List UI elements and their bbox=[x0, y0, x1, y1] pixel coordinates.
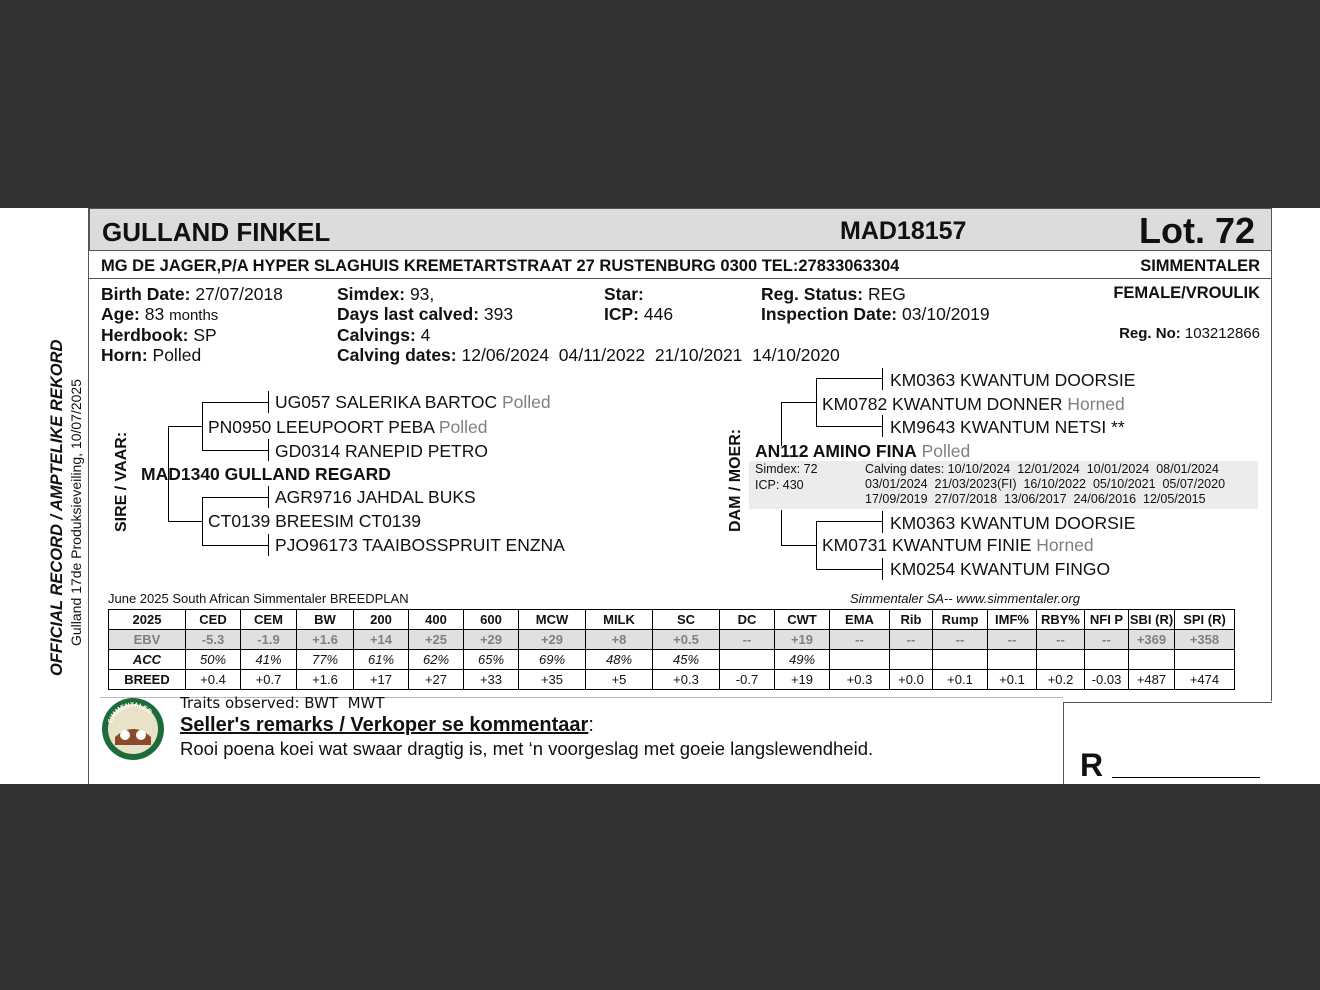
dam-dam: KM0731 KWANTUM FINIE Horned bbox=[822, 535, 1094, 555]
breed-cell: +487 bbox=[1129, 670, 1175, 690]
columns-cell: MILK bbox=[586, 610, 653, 630]
sellers-remarks-heading: Seller's remarks / Verkoper se kommentaar: bbox=[180, 714, 594, 736]
breed-cell: +33 bbox=[464, 670, 519, 690]
breed-cell: +5 bbox=[586, 670, 653, 690]
card-header bbox=[89, 208, 1272, 251]
price-line[interactable] bbox=[1112, 777, 1260, 778]
columns-cell: Rib bbox=[890, 610, 933, 630]
breed-cell: +0.1 bbox=[988, 670, 1037, 690]
columns-cell: Rump bbox=[933, 610, 988, 630]
birth-date: Birth Date: 27/07/2018 bbox=[101, 284, 283, 304]
owner-line: MG DE JAGER,P/A HYPER SLAGHUIS KREMETARTSTRAAT 27 RUSTENBURG 0300 TEL:27833063304 bbox=[101, 257, 900, 275]
columns-cell: MCW bbox=[519, 610, 586, 630]
sire-sire-sire: UG057 SALERIKA BARTOC Polled bbox=[275, 392, 551, 412]
inspection-date: Inspection Date: 03/10/2019 bbox=[761, 304, 990, 324]
breed-cell: +17 bbox=[354, 670, 409, 690]
columns-cell: IMF% bbox=[988, 610, 1037, 630]
animal-name: GULLAND FINKEL bbox=[102, 217, 331, 247]
breed-cell: +0.4 bbox=[186, 670, 241, 690]
breed-cell: -0.7 bbox=[720, 670, 775, 690]
dam-dam-sire: KM0363 KWANTUM DOORSIE bbox=[890, 513, 1136, 533]
breed-cell: -0.03 bbox=[1085, 670, 1129, 690]
columns-cell: CED bbox=[186, 610, 241, 630]
lot-card bbox=[0, 208, 1320, 784]
simdex: Simdex: 93, bbox=[337, 284, 435, 304]
columns-cell: EMA bbox=[830, 610, 890, 630]
breed-cell: +1.6 bbox=[297, 670, 354, 690]
dam-dam-dam: KM0254 KWANTUM FINGO bbox=[890, 559, 1111, 579]
acc-cell: 65% bbox=[464, 650, 519, 670]
breed-cell: +0.3 bbox=[653, 670, 720, 690]
dam-calving-dates-2: 03/01/2024 21/03/2023(FI) 16/10/2022 05/10/2021 05/07/2020 bbox=[865, 477, 1226, 491]
ebv-cell: -1.9 bbox=[241, 630, 297, 650]
acc-cell: 69% bbox=[519, 650, 586, 670]
breed-cell: +0.2 bbox=[1037, 670, 1085, 690]
acc-cell: 49% bbox=[775, 650, 830, 670]
columns-cell: BW bbox=[297, 610, 354, 630]
breed-cell: +0.0 bbox=[890, 670, 933, 690]
columns-cell: 600 bbox=[464, 610, 519, 630]
breed-cell: +474 bbox=[1175, 670, 1235, 690]
breed-cell: +0.3 bbox=[830, 670, 890, 690]
sire-name: MAD1340 GULLAND REGARD bbox=[141, 464, 391, 484]
ebv-cell: -- bbox=[933, 630, 988, 650]
acc-cell bbox=[720, 650, 775, 670]
owner-bar bbox=[89, 251, 1272, 279]
columns-cell: NFI P bbox=[1085, 610, 1129, 630]
acc-cell: ACC bbox=[109, 650, 186, 670]
ebv-cell: +358 bbox=[1175, 630, 1235, 650]
sire-dam-sire: AGR9716 JAHDAL BUKS bbox=[275, 487, 476, 507]
ebv-cell: +1.6 bbox=[297, 630, 354, 650]
ebv-cell: +19 bbox=[775, 630, 830, 650]
columns-cell: CWT bbox=[775, 610, 830, 630]
acc-cell: 62% bbox=[409, 650, 464, 670]
ebv-cell: -- bbox=[988, 630, 1037, 650]
acc-cell: 48% bbox=[586, 650, 653, 670]
breed-cell: +0.1 bbox=[933, 670, 988, 690]
columns-cell: CEM bbox=[241, 610, 297, 630]
ebv-cell: -- bbox=[1037, 630, 1085, 650]
breed-cell: +19 bbox=[775, 670, 830, 690]
card-border-right bbox=[1271, 208, 1272, 701]
reg-status: Reg. Status: REG bbox=[761, 284, 906, 304]
acc-cell: 61% bbox=[354, 650, 409, 670]
dam-calving-dates-1: Calving dates: 10/10/2024 12/01/2024 10/01/2024 08/01/2024 bbox=[865, 462, 1219, 476]
breed-cell: +35 bbox=[519, 670, 586, 690]
sire-sire: PN0950 LEEUPOORT PEBA Polled bbox=[208, 417, 488, 437]
herdbook: Herdbook: SP bbox=[101, 325, 217, 345]
acc-cell bbox=[890, 650, 933, 670]
acc-cell bbox=[988, 650, 1037, 670]
star: Star: bbox=[604, 284, 644, 304]
breedplan-table bbox=[108, 609, 1235, 690]
calving-dates: Calving dates: 12/06/2024 04/11/2022 21/10/2021 14/10/2020 bbox=[337, 345, 840, 365]
dam-name: AN112 AMINO FINA Polled bbox=[755, 441, 971, 461]
acc-cell bbox=[1129, 650, 1175, 670]
traits-observed: Traits observed: BWT MWT bbox=[180, 694, 385, 712]
simmentaler-logo bbox=[101, 697, 165, 761]
acc-cell: 41% bbox=[241, 650, 297, 670]
acc-cell bbox=[830, 650, 890, 670]
dam-simdex: Simdex: 72 bbox=[755, 462, 818, 476]
official-record-label: OFFICIAL RECORD / AMPTELIKE REKORD bbox=[48, 339, 66, 676]
columns-cell: SPI (R) bbox=[1175, 610, 1235, 630]
sire-sire-dam: GD0314 RANEPID PETRO bbox=[275, 441, 488, 461]
sire-dam: CT0139 BREESIM CT0139 bbox=[208, 511, 422, 531]
ebv-cell: -- bbox=[830, 630, 890, 650]
ebv-cell: -- bbox=[890, 630, 933, 650]
dam-sire-sire: KM0363 KWANTUM DOORSIE bbox=[890, 370, 1136, 390]
icp: ICP: 446 bbox=[604, 304, 674, 324]
ebv-cell: +369 bbox=[1129, 630, 1175, 650]
columns-cell: 2025 bbox=[109, 610, 186, 630]
acc-cell: 45% bbox=[653, 650, 720, 670]
breedplan-source: Simmentaler SA-- www.simmentaler.org bbox=[850, 591, 1080, 606]
dam-icp: ICP: 430 bbox=[755, 478, 804, 492]
reg-number: Reg. No: 103212866 bbox=[1119, 325, 1260, 342]
sale-label: Gulland 17de Produksieveiling, 10/07/2025 bbox=[68, 379, 84, 646]
acc-cell bbox=[1085, 650, 1129, 670]
ebv-cell: +29 bbox=[519, 630, 586, 650]
ebv-cell: +14 bbox=[354, 630, 409, 650]
days-last-calved: Days last calved: 393 bbox=[337, 304, 514, 324]
breedplan-acc-row bbox=[109, 650, 1235, 670]
acc-cell bbox=[1175, 650, 1235, 670]
price-label: R bbox=[1080, 747, 1104, 783]
sex: FEMALE/VROULIK bbox=[1113, 284, 1260, 302]
price-box bbox=[1063, 702, 1272, 784]
ebv-cell: -- bbox=[720, 630, 775, 650]
horn-status: Horn: Polled bbox=[101, 345, 202, 365]
sire-label: SIRE / VAAR: bbox=[113, 431, 130, 532]
columns-cell: SC bbox=[653, 610, 720, 630]
breed-cell: +0.7 bbox=[241, 670, 297, 690]
columns-cell: 200 bbox=[354, 610, 409, 630]
ebv-cell: +0.5 bbox=[653, 630, 720, 650]
breed-cell: +27 bbox=[409, 670, 464, 690]
breedplan-header-row bbox=[109, 610, 1235, 630]
columns-cell: RBY% bbox=[1037, 610, 1085, 630]
ebv-cell: -5.3 bbox=[186, 630, 241, 650]
ebv-cell: -- bbox=[1085, 630, 1129, 650]
dam-sire-dam: KM9643 KWANTUM NETSI ** bbox=[890, 417, 1125, 437]
calvings: Calvings: 4 bbox=[337, 325, 431, 345]
acc-cell: 77% bbox=[297, 650, 354, 670]
age: Age: 83 months bbox=[101, 304, 219, 324]
sire-dam-dam: PJO96173 TAAIBOSSPRUIT ENZNA bbox=[275, 535, 565, 555]
card-border-left bbox=[88, 208, 89, 784]
ebv-cell: +25 bbox=[409, 630, 464, 650]
breed-cell: BREED bbox=[109, 670, 186, 690]
breedplan-title: June 2025 South African Simmentaler BREEDPLAN bbox=[108, 591, 409, 606]
dam-label: DAM / MOER: bbox=[727, 428, 744, 532]
breedplan-ebv-row bbox=[109, 630, 1235, 650]
ebv-cell: +8 bbox=[586, 630, 653, 650]
dam-calving-dates-3: 17/09/2019 27/07/2018 13/06/2017 24/06/2016 12/05/2015 bbox=[865, 492, 1206, 506]
ebv-cell: +29 bbox=[464, 630, 519, 650]
columns-cell: DC bbox=[720, 610, 775, 630]
lot-number: Lot. 72 bbox=[1139, 210, 1256, 251]
sellers-remarks-text: Rooi poena koei wat swaar dragtig is, met ‘n voorgeslag met goeie langslewendheid. bbox=[180, 738, 874, 759]
acc-cell bbox=[933, 650, 988, 670]
breed-name: SIMMENTALER bbox=[1140, 257, 1260, 275]
ebv-cell: EBV bbox=[109, 630, 186, 650]
svg-text:SIMMENTALER: SIMMENTALER bbox=[106, 701, 153, 725]
dam-sire: KM0782 KWANTUM DONNER Horned bbox=[822, 394, 1125, 414]
columns-cell: SBI (R) bbox=[1129, 610, 1175, 630]
columns-cell: 400 bbox=[409, 610, 464, 630]
breedplan-breed-row bbox=[109, 670, 1235, 690]
registration-code: MAD18157 bbox=[840, 217, 967, 245]
acc-cell: 50% bbox=[186, 650, 241, 670]
acc-cell bbox=[1037, 650, 1085, 670]
